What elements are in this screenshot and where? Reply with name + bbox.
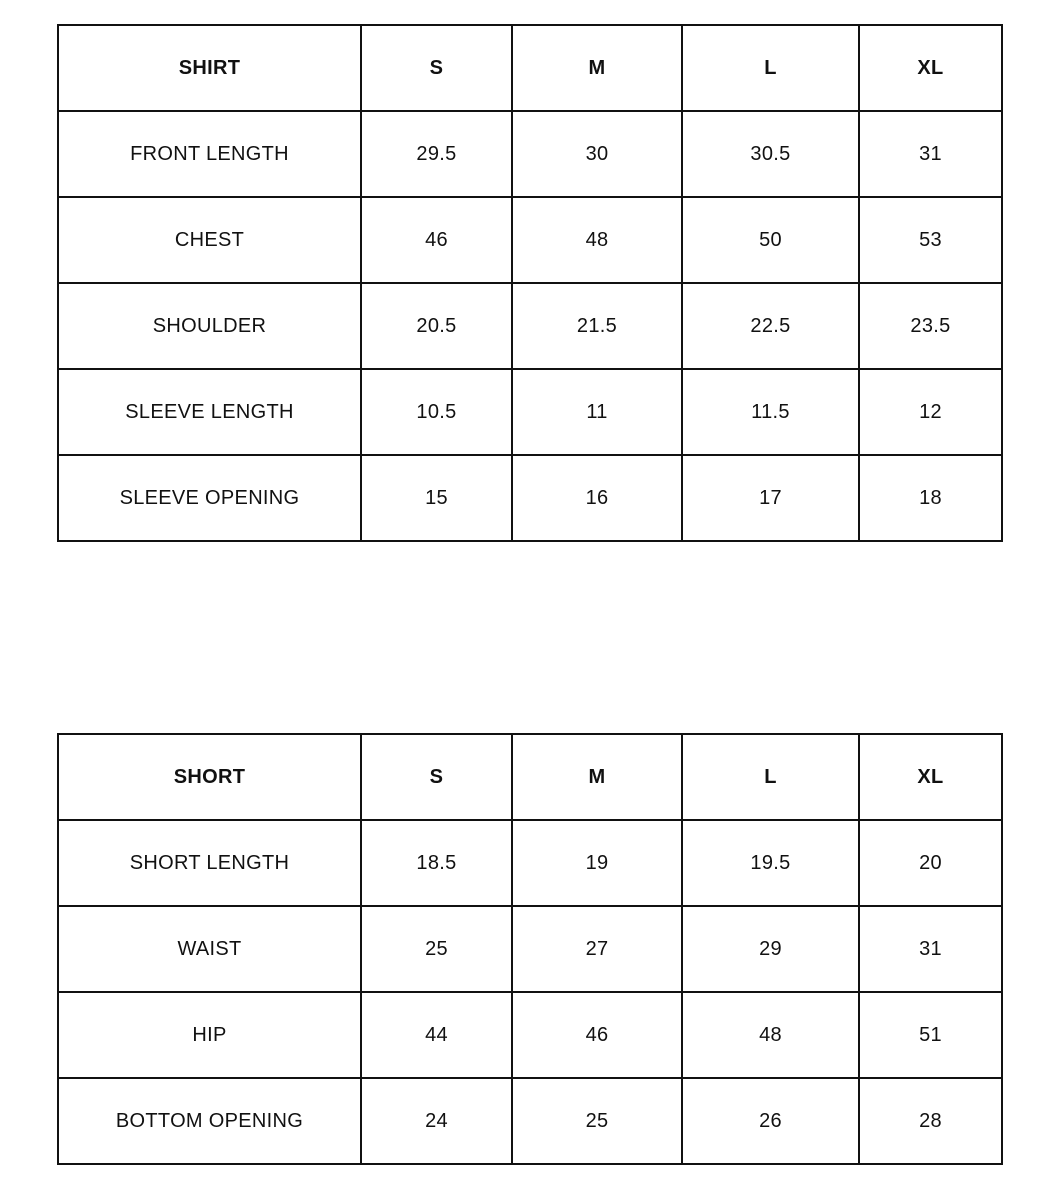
table-cell: 24 — [361, 1078, 512, 1164]
table-row — [58, 455, 1002, 541]
table-cell: 20.5 — [361, 283, 512, 369]
table-header-row — [58, 734, 1002, 820]
table-cell: 30.5 — [682, 111, 859, 197]
table-cell: 48 — [682, 992, 859, 1078]
table-row — [58, 906, 1002, 992]
table-cell: 11.5 — [682, 369, 859, 455]
short-size-table — [57, 733, 1003, 1165]
table-cell: 19 — [512, 820, 682, 906]
measurement-label: SHOULDER — [58, 283, 361, 369]
header-cell-size-l: L — [682, 25, 859, 111]
table-cell: 25 — [361, 906, 512, 992]
measurement-label: WAIST — [58, 906, 361, 992]
table-cell: 11 — [512, 369, 682, 455]
measurement-label: FRONT LENGTH — [58, 111, 361, 197]
table-cell: 48 — [512, 197, 682, 283]
header-cell-size-m: M — [512, 25, 682, 111]
table-cell: 15 — [361, 455, 512, 541]
table-cell: 16 — [512, 455, 682, 541]
table-cell: 50 — [682, 197, 859, 283]
table-cell: 20 — [859, 820, 1002, 906]
measurement-label: SLEEVE LENGTH — [58, 369, 361, 455]
table-row — [58, 992, 1002, 1078]
table-cell: 51 — [859, 992, 1002, 1078]
table-cell: 29.5 — [361, 111, 512, 197]
measurement-label: SLEEVE OPENING — [58, 455, 361, 541]
header-cell-garment: SHIRT — [58, 25, 361, 111]
table-cell: 44 — [361, 992, 512, 1078]
table-row — [58, 369, 1002, 455]
header-cell-size-xl: XL — [859, 25, 1002, 111]
table-row — [58, 1078, 1002, 1164]
table-cell: 22.5 — [682, 283, 859, 369]
table-row — [58, 111, 1002, 197]
table-row — [58, 820, 1002, 906]
header-cell-size-xl: XL — [859, 734, 1002, 820]
measurement-label: CHEST — [58, 197, 361, 283]
table-cell: 28 — [859, 1078, 1002, 1164]
table-cell: 31 — [859, 906, 1002, 992]
table-cell: 46 — [361, 197, 512, 283]
table-header-row — [58, 25, 1002, 111]
measurement-label: HIP — [58, 992, 361, 1078]
header-cell-size-l: L — [682, 734, 859, 820]
table-cell: 27 — [512, 906, 682, 992]
table-cell: 17 — [682, 455, 859, 541]
table-cell: 12 — [859, 369, 1002, 455]
table-cell: 18.5 — [361, 820, 512, 906]
header-cell-size-s: S — [361, 734, 512, 820]
table-cell: 23.5 — [859, 283, 1002, 369]
table-cell: 29 — [682, 906, 859, 992]
table-cell: 46 — [512, 992, 682, 1078]
measurement-label: SHORT LENGTH — [58, 820, 361, 906]
header-cell-size-s: S — [361, 25, 512, 111]
table-cell: 10.5 — [361, 369, 512, 455]
table-cell: 21.5 — [512, 283, 682, 369]
header-cell-size-m: M — [512, 734, 682, 820]
table-row — [58, 283, 1002, 369]
measurement-label: BOTTOM OPENING — [58, 1078, 361, 1164]
header-cell-garment: SHORT — [58, 734, 361, 820]
table-cell: 30 — [512, 111, 682, 197]
table-cell: 18 — [859, 455, 1002, 541]
table-cell: 25 — [512, 1078, 682, 1164]
table-cell: 53 — [859, 197, 1002, 283]
table-cell: 31 — [859, 111, 1002, 197]
table-row — [58, 197, 1002, 283]
shirt-size-table — [57, 24, 1003, 542]
table-cell: 26 — [682, 1078, 859, 1164]
table-cell: 19.5 — [682, 820, 859, 906]
